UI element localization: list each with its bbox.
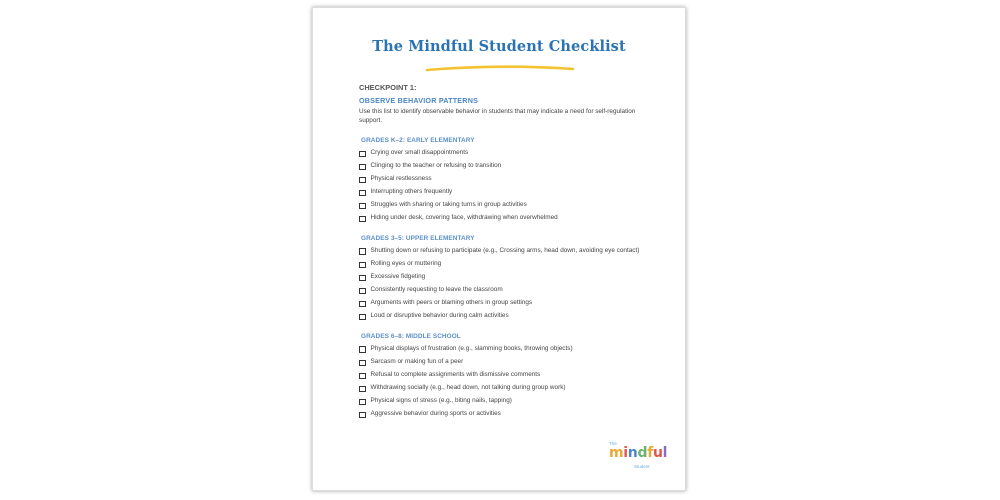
section-35 <box>359 235 659 321</box>
checklist-item[interactable]: Shutting down or refusing to participate (e.g., Crossing arms, head down, avoiding eye contact) <box>359 247 659 256</box>
checklist-item[interactable]: Aggressive behavior during sports or activities <box>359 410 659 419</box>
checkbox[interactable] <box>359 151 366 158</box>
checklist-content <box>359 83 659 424</box>
intro-text: Use this list to identify observable behavior in students that may indicate a need for self-regulation support. <box>359 108 636 124</box>
section-heading: GRADES 3–5: UPPER ELEMENTARY <box>361 234 475 242</box>
checkbox[interactable] <box>359 203 366 210</box>
section-heading: GRADES K–2: EARLY ELEMENTARY <box>361 137 475 144</box>
logo-letter: l <box>662 445 668 461</box>
section-k2 <box>359 137 659 223</box>
logo-letter: u <box>653 445 663 461</box>
checkbox[interactable] <box>359 177 366 184</box>
checkpoint-heading: OBSERVE BEHAVIOR PATTERNS <box>359 96 479 105</box>
checkbox[interactable] <box>359 275 366 282</box>
checklist-item[interactable]: Physical displays of frustration (e.g., slamming books, throwing objects) <box>359 345 659 354</box>
checklist-item[interactable]: Loud or disruptive behavior during calm activities <box>359 312 659 321</box>
checkpoint-label: CHECKPOINT 1: <box>359 83 417 92</box>
checkbox[interactable] <box>359 386 366 393</box>
logo-the: The <box>609 441 617 446</box>
checklist-item[interactable]: Excessive fidgeting <box>359 273 659 282</box>
checkbox[interactable] <box>359 346 366 353</box>
title-underline <box>425 63 575 73</box>
logo-letter: n <box>627 445 638 461</box>
checklist-item[interactable]: Consistently requesting to leave the classroom <box>359 286 659 295</box>
page-title: The Mindful Student Checklist <box>372 38 626 55</box>
checkbox[interactable] <box>359 360 366 367</box>
checkbox[interactable] <box>359 288 366 295</box>
checklist-item[interactable]: Arguments with peers or blaming others in group settings <box>359 299 659 308</box>
checklist-item[interactable]: Struggles with sharing or taking turns in group activities <box>359 201 659 210</box>
checkbox[interactable] <box>359 262 366 269</box>
checkbox[interactable] <box>359 399 366 406</box>
checkbox[interactable] <box>359 314 366 321</box>
checklist-item[interactable]: Hiding under desk, covering face, withdrawing when overwhelmed <box>359 214 659 223</box>
checkbox[interactable] <box>359 190 366 197</box>
checklist-item[interactable]: Physical restlessness <box>359 175 659 184</box>
mindful-student-logo <box>609 441 669 475</box>
checkbox[interactable] <box>359 164 366 171</box>
logo-student: Student <box>634 464 650 469</box>
checkbox[interactable] <box>359 373 366 380</box>
checklist-item[interactable]: Interrupting others frequently <box>359 188 659 197</box>
checkbox[interactable] <box>359 301 366 308</box>
checklist-item[interactable]: Crying over small disappointments <box>359 149 659 158</box>
logo-letter: i <box>623 445 628 461</box>
logo-letter: m <box>609 445 624 461</box>
checklist-item[interactable]: Rolling eyes or muttering <box>359 260 659 269</box>
logo-letter: f <box>647 445 653 461</box>
checklist-item[interactable]: Physical signs of stress (e.g., biting nails, tapping) <box>359 397 659 406</box>
checklist-item[interactable]: Clinging to the teacher or refusing to transition <box>359 162 659 171</box>
section-68 <box>359 333 659 419</box>
section-heading: GRADES 6–8: MIDDLE SCHOOL <box>361 332 461 340</box>
checklist-item[interactable]: Withdrawing socially (e.g., head down, not talking during group work) <box>359 384 659 393</box>
checklist-item[interactable]: Refusal to complete assignments with dismissive comments <box>359 371 659 380</box>
checkbox[interactable] <box>359 248 366 255</box>
logo-letter: d <box>637 445 648 461</box>
document-page <box>312 7 686 491</box>
checkbox[interactable] <box>359 412 366 419</box>
logo-wordmark <box>609 445 667 461</box>
checklist-item[interactable]: Sarcasm or making fun of a peer <box>359 358 659 367</box>
checkbox[interactable] <box>359 216 366 223</box>
